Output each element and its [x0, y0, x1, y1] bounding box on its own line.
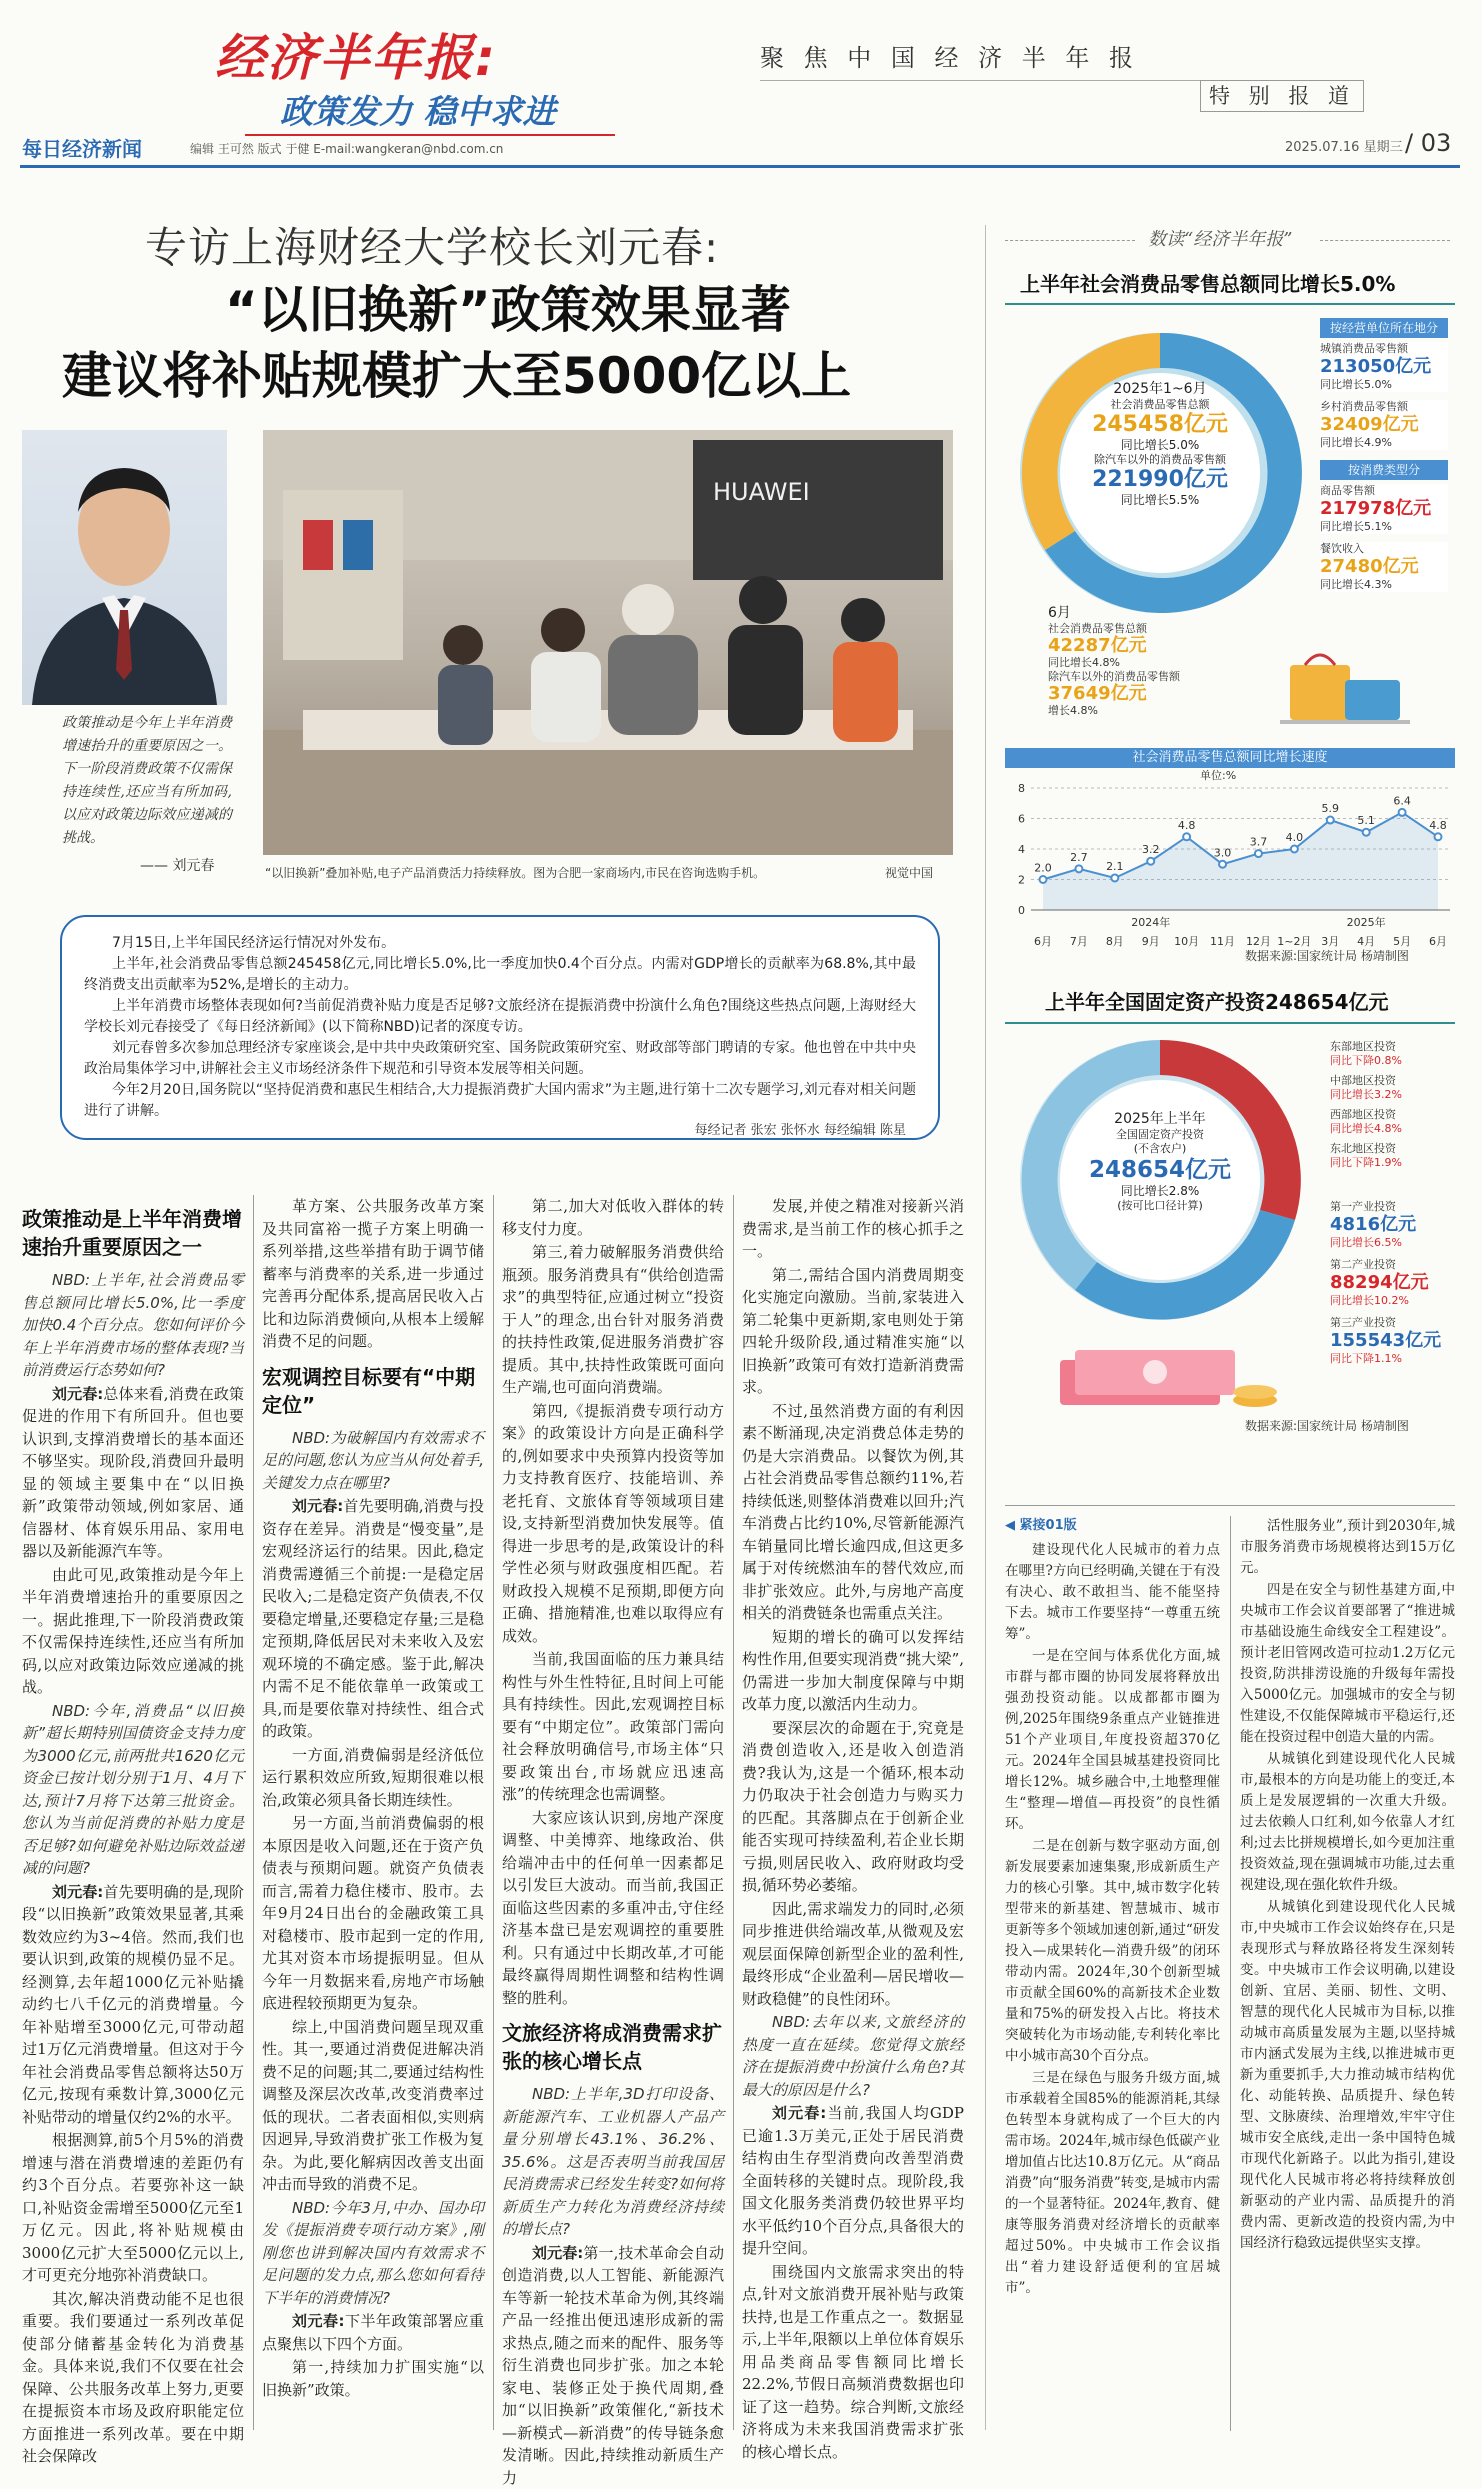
- interview-answer: [262, 1495, 484, 1743]
- chart-y-tick: 2: [1018, 874, 1025, 887]
- goods-retail: [1320, 484, 1448, 534]
- stats-section-label: 数读“经济半年报”: [1148, 228, 1292, 252]
- chart-title: 社会消费品零售总额同比增长速度: [1005, 748, 1455, 768]
- answer-text: 首先要明确的是,现阶段“以旧换新”政策效果显著,其乘数效应约为3~4倍。然而,我们也要认识到,政策的规模仍显不足。经测算,去年超1000亿元补贴撬动约七八千亿元的消费增量。今年补贴增至3000亿元,可带动超过1万亿元消费增量。但这对于今年社会消费品零售总额将达50万亿元,按现有乘数计算,3000亿元补贴带动的增量仅约2%的水平。: [22, 1883, 244, 2126]
- body-paragraph: 第四,《提振消费专项行动方案》的政策设计方向是正确科学的,例如要求中央预算内投资等加力支持教育医疗、技能培训、养老托育、文旅体育等领域项目建设,支持新型消费加快发展等。值得进一步思考的是,政策设计的科学性必须与财政强度相匹配。若财政投入规模不足预期,即便方向正确、措施精准,也难以取得应有成效。: [502, 1400, 724, 1648]
- invest-center-growth: 同比增长2.8%: [1060, 1184, 1260, 1199]
- shopping-bag-icon: [1270, 640, 1420, 730]
- intro-box: [60, 915, 940, 1140]
- region-northeast-label: 东北地区投资: [1330, 1142, 1455, 1156]
- column-divider: [493, 1195, 494, 2430]
- region-central: [1330, 1074, 1455, 1102]
- rural-retail: [1320, 400, 1448, 450]
- june-label: 6月: [1048, 605, 1248, 622]
- interview-question: NBD:今年3月,中办、国办印发《提振消费专项行动方案》,刚刚您也讲到解决国内有效需求不足问题的发力点,那么您如何看待下半年的消费情况?: [262, 2197, 484, 2310]
- catering-value: 27480亿元: [1320, 556, 1448, 578]
- chart-unit: 单位:%: [1200, 768, 1236, 784]
- answer-text: 第一,技术革命会自动创造消费,以人工智能、新能源汽车等新一轮技术革命为例,其终端产品一经推出便迅速形成新的需求热点,随之而来的配件、服务等衍生消费也同步扩张。加之本轮家电、装修正处于换代周期,叠加“以旧换新”政策催化,“新技术—新模式—新消费”的传导链条愈发清晰。因此,持续推动新质生产力: [502, 2244, 724, 2487]
- industry-secondary-label: 第二产业投资: [1330, 1258, 1455, 1272]
- chart-data-label: 5.1: [1357, 814, 1375, 827]
- chart-x-tick: 9月: [1142, 935, 1160, 948]
- industry-primary: [1330, 1200, 1455, 1250]
- body-paragraph: 由此可见,政策推动是今年上半年消费增速抬升的重要原因之一。据此推理,下一阶段消费政策不仅需保持连续性,还应当有所加码,以应对政策边际效应递减的挑战。: [22, 1564, 244, 1699]
- article-column-2: [262, 1195, 484, 2430]
- chart-point: [1147, 858, 1154, 865]
- invest-center-method: (按可比口径计算): [1060, 1199, 1260, 1213]
- photo-caption: “以旧换新”叠加补贴,电子产品消费活力持续释放。图为合肥一家商场内,市民在咨询选购手机。: [265, 865, 865, 881]
- intro-reporters: 每经记者 张宏 张怀水 每经编辑 陈星: [84, 1122, 916, 1140]
- chart-data-label: 2.0: [1034, 862, 1052, 875]
- store-scene-icon: [263, 430, 953, 855]
- interview-question: NBD:上半年,社会消费品零售总额同比增长5.0%,比一季度加快0.4个百分点。您如何评价今年上半年消费市场的整体表现?当前消费运行态势如何?: [22, 1269, 244, 1382]
- june-nonauto-value: 37649亿元: [1048, 684, 1248, 704]
- section-heading: 宏观调控目标要有“中期定位”: [262, 1363, 484, 1419]
- retail-title-rule: [1005, 303, 1455, 305]
- chart-year-label: 2024年: [1131, 915, 1170, 929]
- invest-center-period: 2025年上半年: [1060, 1110, 1260, 1128]
- chart-x-tick: 3月: [1321, 935, 1339, 948]
- tag-by-type: 按消费类型分: [1320, 460, 1448, 480]
- retail-center-nonauto: 221990亿元: [1060, 467, 1260, 493]
- invest-center-total: 248654亿元: [1060, 1156, 1260, 1184]
- invest-industries: [1330, 1200, 1455, 1366]
- tag-by-region: 按经营单位所在地分: [1320, 318, 1448, 338]
- continued-paragraph: 从城镇化到建设现代化人民城市,中央城市工作会议始终存在,只是表现形式与释放路径将发生深刻转变。中央城市工作会议明确,以建设创新、宜居、美丽、韧性、文明、智慧的现代化人民城市为目标,以推动城市高质量发展为主题,以坚持城市内涵式发展为主线,以推进城市更新为重要抓手,大力推动城市结构优化、动能转换、品质提升、绿色转型、文脉赓续、治理增效,牢牢守住城市安全底线,走出一条中国特色城市现代化新路子。以此为指引,建设现代化人民城市将必将持续释放创新驱动的产业内需、品质提升的消费内需、更新改造的投资内需,为中国经济行稳致远提供坚实支撑。: [1240, 1897, 1455, 2254]
- chart-x-tick: 5月: [1393, 935, 1411, 948]
- region-northeast-growth: 同比下降1.9%: [1330, 1156, 1455, 1170]
- chart-x-tick: 10月: [1174, 935, 1199, 948]
- portrait-sign: —— 刘元春: [140, 855, 214, 875]
- invest-title: 上半年全国固定资产投资248654亿元: [1045, 988, 1389, 1016]
- region-east-label: 东部地区投资: [1330, 1040, 1455, 1054]
- portrait-quote: 政策推动是今年上半年消费增速抬升的重要原因之一。下一阶段消费政策不仅需保持连续性,还应当有所加码,以应对政策边际效应递减的挑战。: [62, 712, 232, 850]
- special-report-tag: 特 别 报 道: [1200, 80, 1364, 112]
- answer-text: 当前,我国人均GDP已逾1.3万美元,正处于居民消费结构由生存型消费向改善型消费全面转移的关键时点。现阶段,我国文化服务类消费仍较世界平均水平低约10个百分点,具备很大的提升空间。: [742, 2104, 964, 2257]
- industry-secondary-growth: 同比增长10.2%: [1330, 1294, 1455, 1308]
- headline-line2: 建议将补贴规模扩大至5000亿以上: [62, 345, 851, 407]
- chart-point: [1183, 833, 1190, 840]
- june-nonauto-label: 除汽车以外的消费品零售额: [1048, 670, 1248, 684]
- masthead-title: 经济半年报:: [215, 28, 497, 88]
- retail-source: 数据来源:国家统计局 杨靖制图: [1245, 948, 1409, 964]
- industry-tertiary-growth: 同比下降1.1%: [1330, 1352, 1455, 1366]
- answer-speaker: 刘元春:: [772, 2104, 826, 2122]
- goods-retail-label: 商品零售额: [1320, 484, 1448, 498]
- retail-growth-line-chart: [1005, 770, 1460, 945]
- invest-center: [1060, 1110, 1260, 1213]
- body-paragraph: 因此,需求端发力的同时,必须同步推进供给端改革,从微观及宏观层面保障创新型企业的盈利性,最终形成“企业盈利—居民增收—财政稳健”的良性闭环。: [742, 1898, 964, 2011]
- intro-paragraph: 上半年,社会消费品零售总额245458亿元,同比增长5.0%,比一季度加快0.4个百分点。内需对GDP增长的贡献率为68.8%,其中最终消费支出贡献率为52%,是增长的主动力。: [84, 954, 916, 996]
- region-west: [1330, 1108, 1455, 1136]
- body-paragraph: 第三,着力破解服务消费供给瓶颈。服务消费具有“供给创造需求”的典型特征,应通过树立“投资于人”的理念,出台针对服务消费的扶持性政策,促进服务消费扩容提质。其中,扶持性政策既可面向生产端,也可面向消费端。: [502, 1241, 724, 1399]
- chart-point: [1363, 829, 1370, 836]
- catering-growth: 同比增长4.3%: [1320, 578, 1448, 592]
- body-paragraph: 一方面,消费偏弱是经济低位运行累积效应所致,短期很难以根治,政策必须具备长期连续性。: [262, 1744, 484, 1812]
- industry-primary-value: 4816亿元: [1330, 1214, 1455, 1236]
- intro-paragraph: 上半年消费市场整体表现如何?当前促消费补贴力度是否足够?文旅经济在提振消费中扮演什么角色?围绕这些热点问题,上海财经大学校长刘元春接受了《每日经济新闻》(以下简称NBD)记者的深度专访。: [84, 996, 916, 1038]
- masthead: [0, 0, 1482, 165]
- editors-line: 编辑 王可然 版式 于健 E-mail:wangkeran@nbd.com.cn: [190, 141, 503, 157]
- body-paragraph: 第二,加大对低收入群体的转移支付力度。: [502, 1195, 724, 1240]
- body-paragraph: 根据测算,前5个月5%的消费增速与潜在消费增速的差距仍有约3个百分点。若要弥补这一缺口,补贴资金需增至5000亿元至1万亿元。因此,将补贴规模由3000亿元扩大至5000亿元以上,才可更充分地弥补消费缺口。: [22, 2129, 244, 2287]
- body-paragraph: 大家应该认识到,房地产深度调整、中美博弈、地缘政治、供给端冲击中的任何单一因素都足以引发巨大波动。而当前,我国正面临这些因素的多重冲击,守住经济基本盘已是宏观调控的重要胜利。只有通过中长期改革,才可能最终赢得周期性调整和结构性调整的胜利。: [502, 1807, 724, 2010]
- industry-primary-growth: 同比增长6.5%: [1330, 1236, 1455, 1250]
- catering-label: 餐饮收入: [1320, 542, 1448, 556]
- june-retail-growth: 同比增长4.8%: [1048, 656, 1248, 670]
- intro-paragraph: 刘元春曾多次参加总理经济专家座谈会,是中共中央政策研究室、国务院政策研究室、财政部等部门聘请的专家。他也曾在中共中央政治局集体学习中,讲解社会主义市场经济条件下规范和引导资本发展等相关问题。: [84, 1038, 916, 1080]
- answer-text: 总体来看,消费在政策促进的作用下有所回升。但也要认识到,支撑消费增长的基本面还不够坚实。现阶段,消费回升最明显的领域主要集中在“以旧换新”政策带动领域,例如家居、通信器材、体育娱乐用品、家用电器以及新能源汽车等。: [22, 1385, 244, 1561]
- body-paragraph: 其次,解决消费动能不足也很重要。我们要通过一系列改革促使部分储蓄基金转化为消费基金。具体来说,我们不仅要在社会保障、公共服务改革上努力,更要在提振资本市场及政府职能定位方面推进一系列改革。要在中期社会保障改: [22, 2288, 244, 2468]
- chart-point: [1219, 861, 1226, 868]
- body-paragraph: 综上,中国消费问题呈现双重性。其一,要通过消费促进解决消费不足的问题;其二,要通过结构性调整及深层次改革,改变消费率过低的现状。二者表面相似,实则病因迥异,导致消费扩张工作极为复杂。为此,要化解病因改善支出面冲击而导致的消费不足。: [262, 2016, 484, 2196]
- main-photo: [263, 430, 953, 855]
- interview-answer: [742, 2102, 964, 2260]
- continued-paragraph: 一是在空间与体系优化方面,城市群与都市圈的协同发展将释放出强劲投资动能。以成都都市圈为例,2025年围绕9条重点产业链推进51个产业项目,年度投资超370亿元。2024年全国县城基建投资同比增长12%。城乡融合中,土地整理催生“整理—增值—再投资”的良性循环。: [1005, 1646, 1220, 1835]
- retail-center-label2: 除汽车以外的消费品零售额: [1060, 453, 1260, 467]
- interview-question: NBD:今年,消费品“以旧换新”超长期特别国债资金支持力度为3000亿元,前两批共1620亿元资金已按计划分别于1月、4月下达,预计7月将下达第三批资金。您认为当前促消费的补贴力度是否足够?如何避免补贴边际效益递减的问题?: [22, 1700, 244, 1880]
- intro-paragraph: 7月15日,上半年国民经济运行情况对外发布。: [84, 933, 916, 954]
- chart-year-label: 2025年: [1347, 915, 1386, 929]
- masthead-subtitle: 政策发力 稳中求进: [280, 92, 556, 132]
- june-stats: [1048, 605, 1248, 718]
- retail-center: [1060, 380, 1260, 508]
- headline-kicker: 专访上海财经大学校长刘元春:: [145, 222, 719, 274]
- goods-retail-growth: 同比增长5.1%: [1320, 520, 1448, 534]
- chart-data-label: 5.9: [1322, 802, 1340, 815]
- rural-retail-value: 32409亿元: [1320, 414, 1448, 436]
- retail-center-growth: 同比增长5.0%: [1060, 438, 1260, 453]
- chart-y-tick: 8: [1018, 782, 1025, 795]
- june-nonauto-growth: 增长4.8%: [1048, 704, 1248, 718]
- chart-data-label: 2.7: [1070, 851, 1088, 864]
- rural-retail-growth: 同比增长4.9%: [1320, 436, 1448, 450]
- person-portrait-icon: [22, 430, 227, 705]
- body-paragraph: 第一,持续加力扩围实施“以旧换新”政策。: [262, 2356, 484, 2401]
- body-paragraph: 当前,我国面临的压力兼具结构性与外生性特征,且时间上可能具有持续性。因此,宏观调控目标要有“中期定位”。政策部门需向社会释放明确信号,市场主体“只要政策出台,市场就应迅速高涨”的传统理念也需调整。: [502, 1648, 724, 1806]
- answer-text: 首先要明确,消费与投资存在差异。消费是“慢变量”,是宏观经济运行的结果。因此,稳定消费需遵循三个前提:一是稳定居民收入;二是稳定资产负债表,不仅要稳定增量,还要稳定存量;三是稳定预期,降低居民对未来收入及宏观环境的不确定感。鉴于此,解决内需不足不能依靠单一政策或工具,而是要依靠对持续性、组合式的政策。: [262, 1497, 484, 1740]
- industry-tertiary-value: 155543亿元: [1330, 1330, 1455, 1352]
- answer-text: 下半年政策部署应重点聚焦以下四个方面。: [262, 2312, 484, 2353]
- interview-question: NBD:上半年,3D打印设备、新能源汽车、工业机器人产品产量分别增长43.1%、36.2%、35.6%。这是否表明当前我国居民消费需求已经发生转变?如何将新质生产力转化为消费经济持续的增长点?: [502, 2083, 724, 2241]
- chart-point: [1291, 846, 1298, 853]
- chart-data-label: 3.7: [1250, 836, 1268, 849]
- continued-column-2: [1240, 1516, 1455, 2431]
- invest-center-label: 全国固定资产投资: [1060, 1128, 1260, 1142]
- invest-center-note: (不含农户): [1060, 1142, 1260, 1156]
- continued-label: ◀ 紧接01版: [1005, 1516, 1220, 1536]
- industry-tertiary-label: 第三产业投资: [1330, 1316, 1455, 1330]
- industry-secondary: [1330, 1258, 1455, 1308]
- stats-label-rule: [1320, 240, 1450, 241]
- goods-retail-value: 217978亿元: [1320, 498, 1448, 520]
- chart-point: [1327, 817, 1334, 824]
- answer-speaker: 刘元春:: [292, 2312, 345, 2330]
- chart-x-tick: 8月: [1106, 935, 1124, 948]
- continued-rule: [1005, 1505, 1455, 1506]
- june-retail-value: 42287亿元: [1048, 636, 1248, 656]
- body-paragraph: 围绕国内文旅需求突出的特点,针对文旅消费开展补贴与政策扶持,也是工作重点之一。数据显示,上半年,限额以上单位体育娱乐用品类商品零售额同比增长22.2%,节假日高频消费数据也印证了这一趋势。综合判断,文旅经济将成为未来我国消费需求扩张的核心增长点。: [742, 2261, 964, 2464]
- body-paragraph: 不过,虽然消费方面的有利因素不断涌现,决定消费总体走势的仍是大宗消费品。以餐饮为例,其占社会消费品零售总额约11%,若持续低迷,则整体消费难以回升;汽车消费占比约10%,尽管新能源汽车销量同比增长逾四成,但这更多属于对传统燃油车的替代效应,而非扩张效应。此外,与房地产高度相关的消费链条也需重点关注。: [742, 1400, 964, 1625]
- chart-x-tick: 6月: [1429, 935, 1447, 948]
- chart-x-tick: 12月: [1246, 935, 1271, 948]
- body-paragraph: 另一方面,当前消费偏弱的根本原因是收入问题,还在于资产负债表与预期问题。就资产负债表而言,需着力稳住楼市、股市。去年9月24日出台的金融政策工具对稳楼市、股市起到一定的作用,尤其对资本市场提振明显。但从今年一月数据来看,房地产市场触底进程较预期更为复杂。: [262, 1812, 484, 2015]
- region-central-label: 中部地区投资: [1330, 1074, 1455, 1088]
- rural-retail-label: 乡村消费品零售额: [1320, 400, 1448, 414]
- column-divider: [253, 1195, 254, 2430]
- portrait-photo: [22, 430, 227, 705]
- chart-point: [1075, 865, 1082, 872]
- industry-primary-label: 第一产业投资: [1330, 1200, 1455, 1214]
- chart-x-tick: 1~2月: [1277, 935, 1311, 948]
- chart-y-tick: 4: [1018, 843, 1025, 856]
- urban-retail: [1320, 342, 1448, 392]
- article-column-1: [22, 1195, 244, 2430]
- body-paragraph: 要深层次的命题在于,究竟是消费创造收入,还是收入创造消费?我认为,这是一个循环,根本动力仍取决于社会创造力与购买力的匹配。其落脚点在于创新企业能否实现可持续盈利,若企业长期亏损,则居民收入、政府财政均受损,循环势必萎缩。: [742, 1717, 964, 1897]
- chart-area: [1043, 812, 1438, 910]
- region-east-growth: 同比下降0.8%: [1330, 1054, 1455, 1068]
- chart-x-tick: 4月: [1357, 935, 1375, 948]
- urban-retail-label: 城镇消费品零售额: [1320, 342, 1448, 356]
- urban-retail-value: 213050亿元: [1320, 356, 1448, 378]
- issue-date: 2025.07.16 星期三: [1285, 139, 1403, 157]
- store-sign-text: HUAWEI: [713, 478, 810, 506]
- region-east: [1330, 1040, 1455, 1068]
- industry-tertiary: [1330, 1316, 1455, 1366]
- chart-data-label: 4.0: [1286, 831, 1304, 844]
- region-central-growth: 同比增长3.2%: [1330, 1088, 1455, 1102]
- card-illustration: [1270, 640, 1420, 730]
- masthead-underline: [245, 134, 615, 136]
- chart-data-label: 2.1: [1106, 860, 1124, 873]
- answer-speaker: 刘元春:: [292, 1497, 343, 1515]
- retail-center-period: 2025年1~6月: [1060, 380, 1260, 398]
- masthead-rule: [760, 80, 1210, 81]
- chart-point: [1399, 809, 1406, 816]
- chart-point: [1040, 876, 1047, 883]
- continued-column-1: [1005, 1516, 1220, 2431]
- region-west-growth: 同比增长4.8%: [1330, 1122, 1455, 1136]
- chart-x-tick: 7月: [1070, 935, 1088, 948]
- headline-line1: “以旧换新”政策效果显著: [225, 280, 791, 340]
- money-illustration: [1040, 1330, 1300, 1420]
- interview-answer: [22, 1383, 244, 1563]
- body-paragraph: 革方案、公共服务改革方案及共同富裕一揽子方案上明确一系列举措,这些举措有助于调节储蓄率与消费率的关系,进一步通过完善再分配体系,提高居民收入占比和边际消费倾向,从根本上缓解消费不足的问题。: [262, 1195, 484, 1353]
- chart-x-tick: 11月: [1210, 935, 1235, 948]
- section-divider: [985, 225, 986, 2430]
- section-heading: 文旅经济将成消费需求扩张的核心增长点: [502, 2019, 724, 2075]
- chart-point: [1255, 850, 1262, 857]
- body-paragraph: 发展,并使之精准对接新兴消费需求,是当前工作的核心抓手之一。: [742, 1195, 964, 1263]
- chart-y-tick: 6: [1018, 813, 1025, 826]
- chart-data-label: 3.2: [1142, 843, 1160, 856]
- continued-paragraph: 活性服务业”,预计到2030年,城市服务消费市场规模将达到15万亿元。: [1240, 1516, 1455, 1579]
- paper-name: 每日经济新闻: [22, 136, 142, 162]
- section-heading: 政策推动是上半年消费增速抬升重要原因之一: [22, 1205, 244, 1261]
- chart-data-label: 6.4: [1393, 794, 1411, 807]
- column-divider: [733, 1195, 734, 2430]
- chart-point: [1111, 874, 1118, 881]
- article-column-3: [502, 1195, 724, 2430]
- money-stack-icon: [1040, 1330, 1300, 1420]
- invest-regions: [1330, 1040, 1455, 1170]
- answer-speaker: 刘元春:: [52, 1385, 103, 1403]
- chart-point: [1435, 833, 1442, 840]
- chart-data-label: 4.8: [1429, 819, 1447, 832]
- answer-speaker: 刘元春:: [52, 1883, 103, 1901]
- stats-label-rule: [1005, 240, 1135, 241]
- column-divider: [1230, 1516, 1231, 2431]
- interview-question: NBD:去年以来,文旅经济的热度一直在延续。您觉得文旅经济在提振消费中扮演什么角色?其最大的原因是什么?: [742, 2011, 964, 2101]
- industry-secondary-value: 88294亿元: [1330, 1272, 1455, 1294]
- article-column-4: [742, 1195, 964, 2430]
- body-paragraph: 短期的增长的确可以发挥结构性作用,但要实现消费“挑大梁”,仍需进一步加大制度保障与中期改革力度,以激活内生动力。: [742, 1626, 964, 1716]
- interview-answer: [262, 2310, 484, 2355]
- region-northeast: [1330, 1142, 1455, 1170]
- page-number-value: 03: [1421, 129, 1452, 157]
- chart-data-label: 4.8: [1178, 819, 1196, 832]
- continued-paragraph: 四是在安全与韧性基建方面,中央城市工作会议首要部署了“推进城市基础设施生命线安全工程建设”。预计老旧管网改造可拉动1.2万亿元投资,防洪排涝设施的升级每年需投入5000亿元。加强城市的安全与韧性建设,不仅能保障城市平稳运行,还能在投资过程中创造大量的内需。: [1240, 1580, 1455, 1748]
- retail-title: 上半年社会消费品零售总额同比增长5.0%: [1020, 270, 1395, 298]
- continued-paragraph: 从城镇化到建设现代化人民城市,最根本的方向是功能上的变迁,本质上是发展逻辑的一次重大升级。过去依赖人口红利,如今依靠人才红利;过去比拼规模增长,如今更加注重投资效益,现在强调城市功能,过去重视建设,现在强化软件升级。: [1240, 1749, 1455, 1896]
- retail-center-label: 社会消费品零售总额: [1060, 398, 1260, 412]
- june-retail-label: 社会消费品零售总额: [1048, 622, 1248, 636]
- continued-paragraph: 二是在创新与数字驱动方面,创新发展要素加速集聚,形成新质生产力的核心引擎。其中,城市数字化转型带来的新基建、智慧城市、城市更新等多个领域加速创新,通过“研发投入—成果转化—消费升级”的闭环带动内需。2024年,30个创新型城市贡献全国60%的高新技术企业数量和75%的研发投入占比。将技术突破转化为市场动能,专利转化率比中小城市高30个百分点。: [1005, 1836, 1220, 2067]
- answer-speaker: 刘元春:: [532, 2244, 583, 2262]
- photo-credit: 视觉中国: [885, 865, 933, 881]
- retail-center-growth2: 同比增长5.5%: [1060, 493, 1260, 508]
- page-number: / 03: [1405, 128, 1451, 158]
- header-rule: [20, 165, 1460, 168]
- region-west-label: 西部地区投资: [1330, 1108, 1455, 1122]
- chart-y-tick: 0: [1018, 904, 1025, 917]
- invest-source: 数据来源:国家统计局 杨靖制图: [1245, 1418, 1409, 1434]
- continued-paragraph: 建设现代化人民城市的着力点在哪里?方向已经明确,关键在于有没有决心、敢不敢担当、能不能坚持下去。城市工作要坚持“一尊重五统筹”。: [1005, 1540, 1220, 1645]
- chart-data-label: 3.0: [1214, 846, 1232, 859]
- urban-retail-growth: 同比增长5.0%: [1320, 378, 1448, 392]
- chart-x-tick: 6月: [1034, 935, 1052, 948]
- intro-paragraph: 今年2月20日,国务院以“坚持促消费和惠民生相结合,大力提振消费扩大国内需求”为主题,进行第十二次专题学习,刘元春对相关问题进行了讲解。: [84, 1080, 916, 1122]
- interview-answer: [502, 2242, 724, 2489]
- interview-question: NBD:为破解国内有效需求不足的问题,您认为应当从何处着手,关键发力点在哪里?: [262, 1427, 484, 1495]
- retail-center-total: 245458亿元: [1060, 412, 1260, 438]
- body-paragraph: 第二,需结合国内消费周期变化实施定向激励。当前,家装进入第二轮集中更新期,家电则处于第四轮升级阶段,通过精准实施“以旧换新”政策可有效打造新消费需求。: [742, 1264, 964, 1399]
- intro-paragraphs: [84, 933, 916, 1122]
- masthead-slogan: 聚 焦 中 国 经 济 半 年 报: [760, 43, 1139, 73]
- invest-title-rule: [1005, 1022, 1455, 1024]
- continued-paragraph: 三是在绿色与服务升级方面,城市承载着全国85%的能源消耗,其绿色转型本身就构成了一个巨大的内需市场。2024年,城市绿色低碳产业增加值占比达10.8万亿元。从“商品消费”向“服务消费”转变,是城市内需的一个显著特征。2024年,教育、健康等服务消费对经济增长的贡献率超过50%。中央城市工作会议指出“着力建设舒适便利的宜居城市”。: [1005, 2068, 1220, 2299]
- interview-answer: [22, 1881, 244, 2129]
- catering: [1320, 542, 1448, 592]
